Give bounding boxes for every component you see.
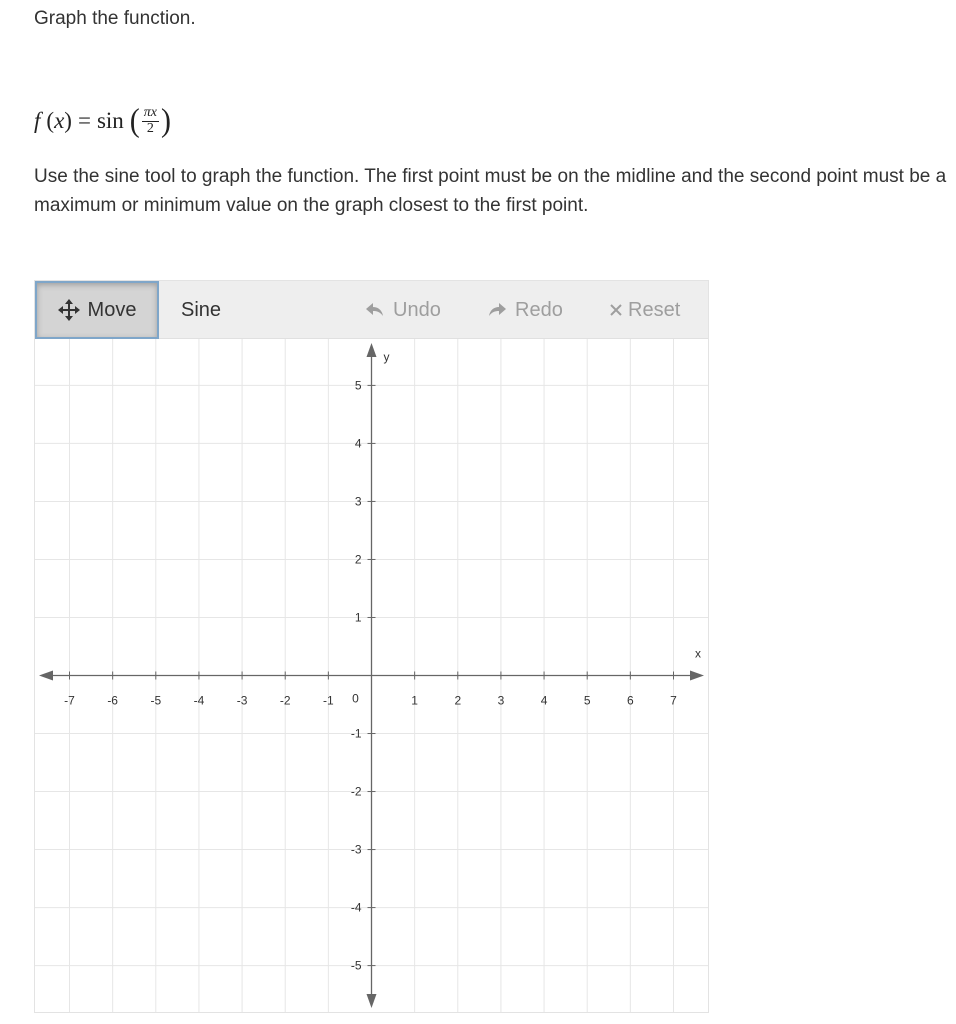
- x-tick-label: -6: [107, 693, 118, 708]
- x-tick-label: -5: [150, 693, 162, 708]
- x-tick-label: -1: [323, 693, 334, 708]
- x-tick-label: 6: [627, 693, 634, 708]
- x-axis-label: x: [695, 646, 701, 661]
- question-heading: Graph the function.: [34, 8, 196, 29]
- x-tick-label: -3: [236, 693, 248, 708]
- formula-numerator: πx: [143, 105, 158, 120]
- undo-arrow-icon: [365, 302, 385, 318]
- undo-label: Undo: [393, 298, 441, 321]
- y-axis-arrow-up: [367, 343, 377, 357]
- graph-toolbar: [35, 281, 708, 339]
- close-x-icon: [610, 304, 622, 316]
- formula-big-lparen: (: [129, 102, 140, 139]
- x-tick-label: 1: [411, 693, 418, 708]
- y-axis-label: y: [383, 350, 390, 364]
- x-tick-label: 2: [454, 693, 462, 708]
- move-button[interactable]: [35, 281, 159, 339]
- y-tick-label: 5: [354, 378, 362, 393]
- function-name: f: [34, 108, 41, 134]
- instructions-text: Use the sine tool to graph the function. The first point must be on the midline and the second point must be a maximum or minimum value on the graph closest to the first point.: [34, 166, 947, 216]
- x-axis-arrow-right: [690, 671, 704, 681]
- y-tick-label: -5: [350, 958, 362, 973]
- origin-label: 0: [352, 691, 359, 706]
- x-tick-label: -2: [279, 693, 291, 708]
- formula-sin: sin: [96, 108, 124, 134]
- formula-variable: x: [54, 108, 65, 134]
- formula-lparen: (: [46, 108, 55, 134]
- function-formula: [34, 102, 172, 139]
- reset-button[interactable]: [610, 281, 705, 339]
- move-arrows-icon: [58, 299, 80, 321]
- move-label: Move: [87, 298, 137, 321]
- formula-rparen: ): [64, 108, 72, 134]
- redo-arrow-icon: [487, 302, 507, 318]
- x-tick-label: -7: [64, 693, 75, 708]
- graphing-tool: [34, 280, 709, 1013]
- reset-label: Reset: [628, 298, 681, 321]
- sine-label: Sine: [181, 298, 222, 321]
- formula-denominator: 2: [146, 120, 154, 136]
- y-axis-arrow-down: [367, 994, 377, 1008]
- y-tick-label: -4: [350, 900, 362, 915]
- x-tick-label: -4: [193, 693, 205, 708]
- x-tick-label: 4: [540, 693, 548, 708]
- redo-button[interactable]: [487, 281, 587, 339]
- x-tick-label: 3: [497, 693, 505, 708]
- y-tick-label: 2: [354, 552, 362, 567]
- undo-button[interactable]: [365, 281, 465, 339]
- formula-fraction: [142, 106, 159, 136]
- formula-equals: =: [77, 108, 91, 134]
- y-tick-label: 1: [354, 610, 362, 625]
- y-tick-label: 3: [354, 494, 362, 509]
- redo-label: Redo: [515, 298, 563, 321]
- y-tick-label: -3: [350, 842, 362, 857]
- axes: [39, 343, 704, 1008]
- x-tick-label: 5: [583, 693, 591, 708]
- x-tick-label: 7: [670, 693, 677, 708]
- y-tick-label: -1: [350, 726, 362, 741]
- y-tick-label: 4: [354, 436, 362, 451]
- formula-big-rparen: ): [161, 102, 172, 139]
- y-tick-label: -2: [350, 784, 362, 799]
- x-axis-arrow-left: [39, 671, 53, 681]
- sine-tool-button[interactable]: [181, 281, 251, 339]
- coordinate-plane[interactable]: [35, 339, 708, 1012]
